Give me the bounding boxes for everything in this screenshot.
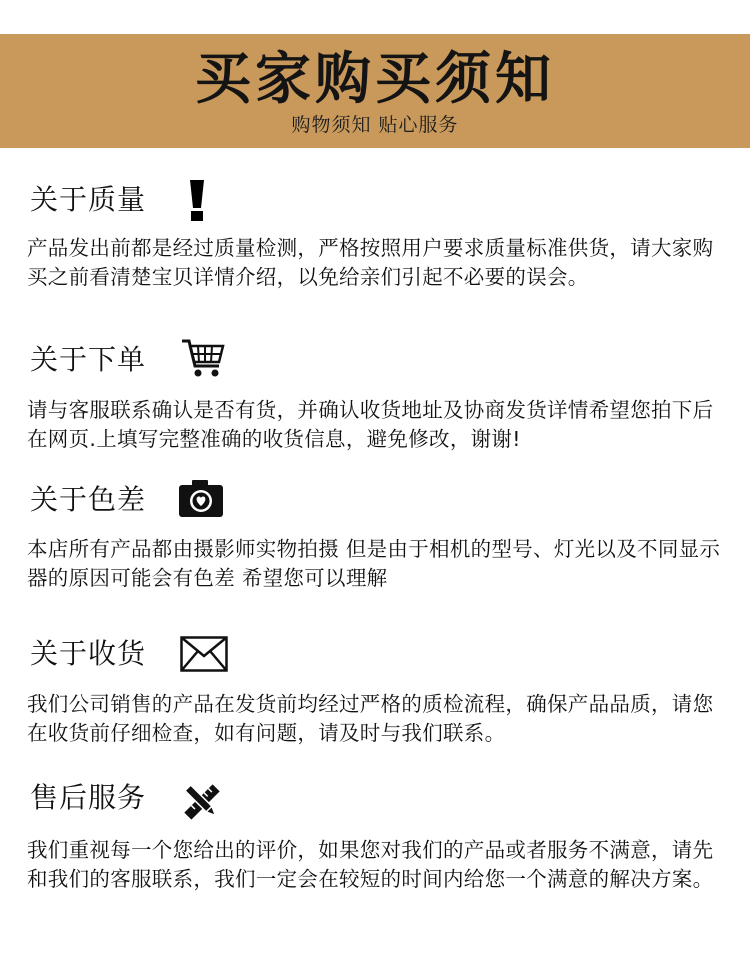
section-title: 售后服务	[30, 781, 147, 814]
header-banner	[0, 34, 750, 148]
shopping-cart-icon	[180, 338, 226, 380]
section-title: 关于色差	[30, 483, 147, 516]
section-body: 请与客服联系确认是否有货，并确认收货地址及协商发货详情希望您拍下后在网页.上填写完整准确的收货信息，避免修改，谢谢!	[27, 398, 714, 451]
section-title: 关于收货	[30, 637, 147, 670]
exclamation-icon	[186, 180, 208, 222]
section-body: 产品发出前都是经过质量检测，严格按照用户要求质量标准供货，请大家购买之前看清楚宝贝详情介绍，以免给亲们引起不必要的误会。	[27, 236, 714, 289]
envelope-icon	[180, 636, 228, 672]
section-body: 我们重视每一个您给出的评价，如果您对我们的产品或者服务不满意，请先和我们的客服联系，我们一定会在较短的时间内给您一个满意的解决方案。	[27, 838, 714, 891]
page-subtitle: 购物须知 贴心服务	[291, 114, 459, 136]
section-body: 本店所有产品都由摄影师实物拍摄 但是由于相机的型号、灯光以及不同显示器的原因可能会有色差 希望您可以理解	[27, 537, 721, 590]
page-title: 买家购买须知	[195, 47, 555, 112]
section-title: 关于质量	[30, 183, 147, 216]
section-body: 我们公司销售的产品在发货前均经过严格的质检流程，确保产品品质，请您在收货前仔细检查，如有问题，请及时与我们联系。	[27, 692, 714, 745]
section-title: 关于下单	[30, 343, 147, 376]
pencil-ruler-icon	[180, 780, 224, 824]
camera-heart-icon	[178, 478, 224, 518]
